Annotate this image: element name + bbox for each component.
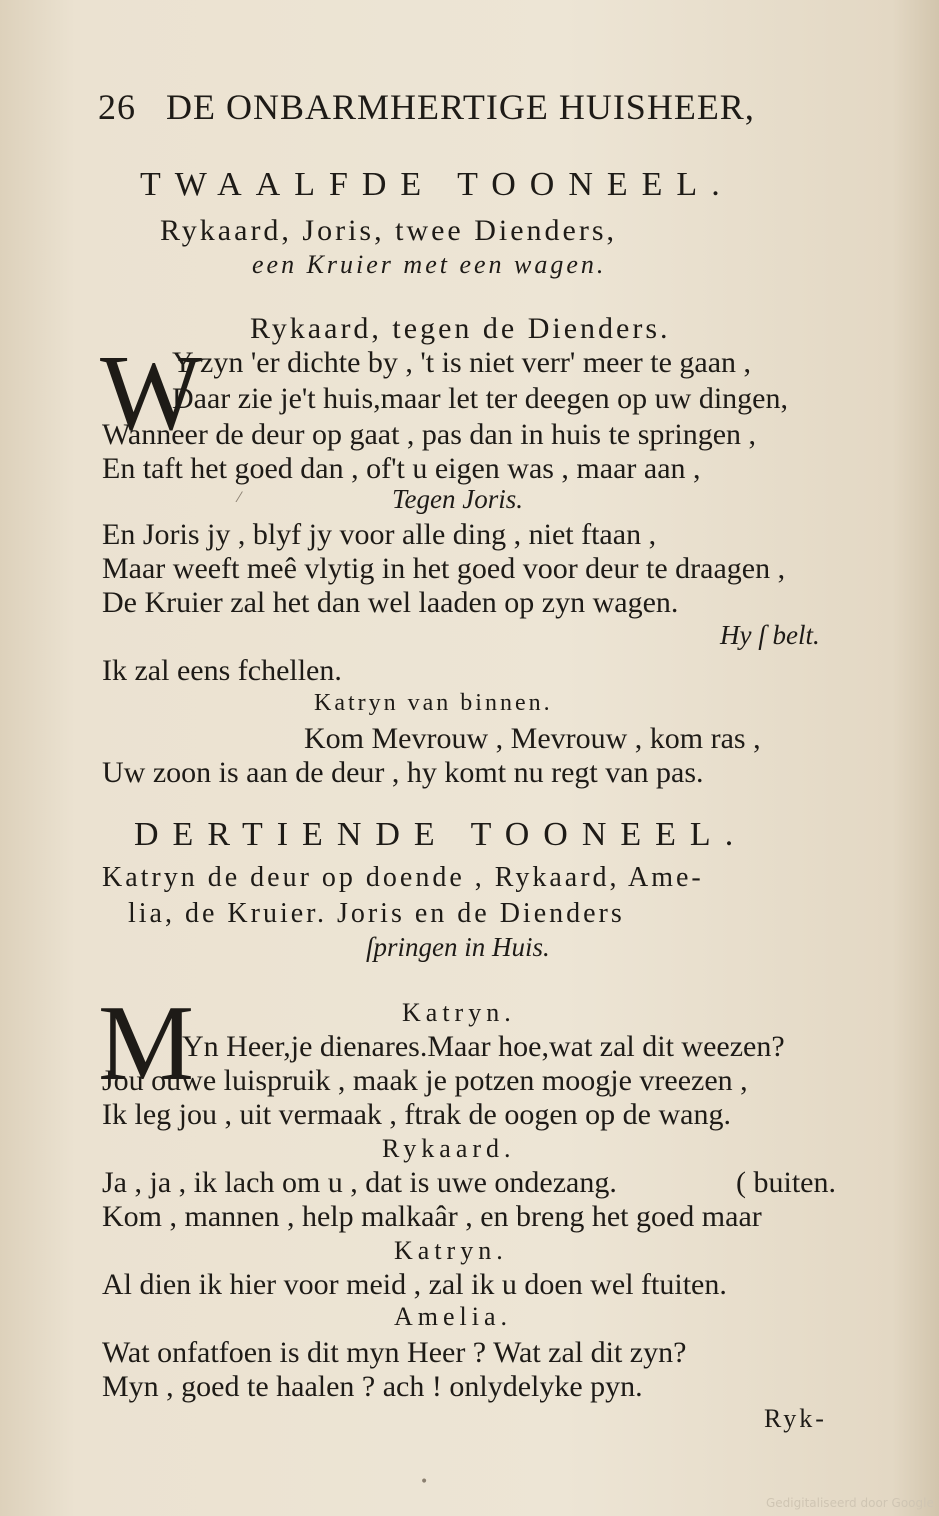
catchword: Ryk-	[764, 1404, 827, 1433]
ink-dot: •	[420, 1474, 429, 1490]
verse-line: En taft het goed dan , of't u eigen was , maar aan ,	[102, 452, 701, 485]
verse-line: Yn Heer,je dienares.Maar hoe,wat zal dit weezen?	[182, 1030, 785, 1063]
scene-12-speaker: Rykaard, tegen de Dienders.	[250, 312, 671, 345]
verse-line: Ik leg jou , uit vermaak , ftrak de oogen op de wang.	[102, 1098, 731, 1131]
verse-line: En Joris jy , blyf jy voor alle ding , niet ftaan ,	[102, 518, 657, 551]
verse-line: De Kruier zal het dan wel laaden op zyn wagen.	[102, 586, 679, 619]
speaker-name: Katryn van binnen.	[314, 690, 553, 716]
verse-line: Y zyn 'er dichte by , 't is niet verr' meer te gaan ,	[172, 346, 752, 379]
speaker-name: Katryn.	[394, 1236, 508, 1265]
verse-line: Jou ouwe luispruik , maak je potzen moogje vreezen ,	[102, 1064, 748, 1097]
scene-12-heading: TWAALFDE TOONEEL.	[140, 166, 734, 203]
stage-direction: Hy ſ belt.	[720, 620, 820, 650]
stage-direction: Tegen Joris.	[392, 484, 524, 514]
verse-line: Myn , goed te haalen ? ach ! onlydelyke pyn.	[102, 1370, 643, 1403]
speaker-name: Amelia.	[394, 1302, 513, 1331]
scene-13-heading: DERTIENDE TOONEEL.	[134, 816, 748, 853]
scene-13-cast-line-1: Katryn de deur op doende , Rykaard, Ame-	[102, 862, 704, 893]
ornament-mark: ⁄	[238, 490, 241, 506]
scene-12-cast-line-2: een Kruier met een wagen.	[252, 250, 607, 279]
scene-13-cast-line-2: lia, de Kruier. Joris en de Dienders	[128, 898, 625, 929]
page-number: 26	[98, 87, 136, 127]
verse-line: Maar weeft meê vlytig in het goed voor deur te draagen ,	[102, 552, 786, 585]
verse-line: Ik zal eens fchellen.	[102, 654, 342, 687]
verse-line: Daar zie je't huis,maar let ter deegen op uw dingen,	[172, 382, 788, 415]
scene-12-dropcap: W	[100, 334, 202, 453]
turnover-word: ( buiten.	[736, 1166, 836, 1199]
verse-line: Wat onfatfoen is dit myn Heer ? Wat zal dit zyn?	[102, 1336, 687, 1369]
speaker-name: Rykaard.	[382, 1134, 516, 1163]
verse-line: Ja , ja , ik lach om u , dat is uwe ondezang.	[102, 1166, 617, 1199]
scene-13-cast-line-3: ſpringen in Huis.	[366, 932, 550, 962]
verse-line: Al dien ik hier voor meid , zal ik u doen wel ftuiten.	[102, 1268, 727, 1301]
scene-13-dropcap: M	[98, 984, 195, 1103]
watermark: Gedigitaliseerd door Google	[766, 1496, 934, 1510]
verse-line: Kom Mevrouw , Mevrouw , kom ras ,	[304, 722, 761, 755]
running-title: DE ONBARMHERTIGE HUISHEER,	[166, 87, 755, 127]
verse-line: Kom , mannen , help malkaâr , en breng het goed maar	[102, 1200, 762, 1233]
verse-line: Wanneer de deur op gaat , pas dan in huis te springen ,	[102, 418, 757, 451]
verse-line: Uw zoon is aan de deur , hy komt nu regt van pas.	[102, 756, 704, 789]
speaker-name: Katryn.	[402, 998, 516, 1027]
scene-12-cast-line-1: Rykaard, Joris, twee Dienders,	[160, 214, 618, 247]
